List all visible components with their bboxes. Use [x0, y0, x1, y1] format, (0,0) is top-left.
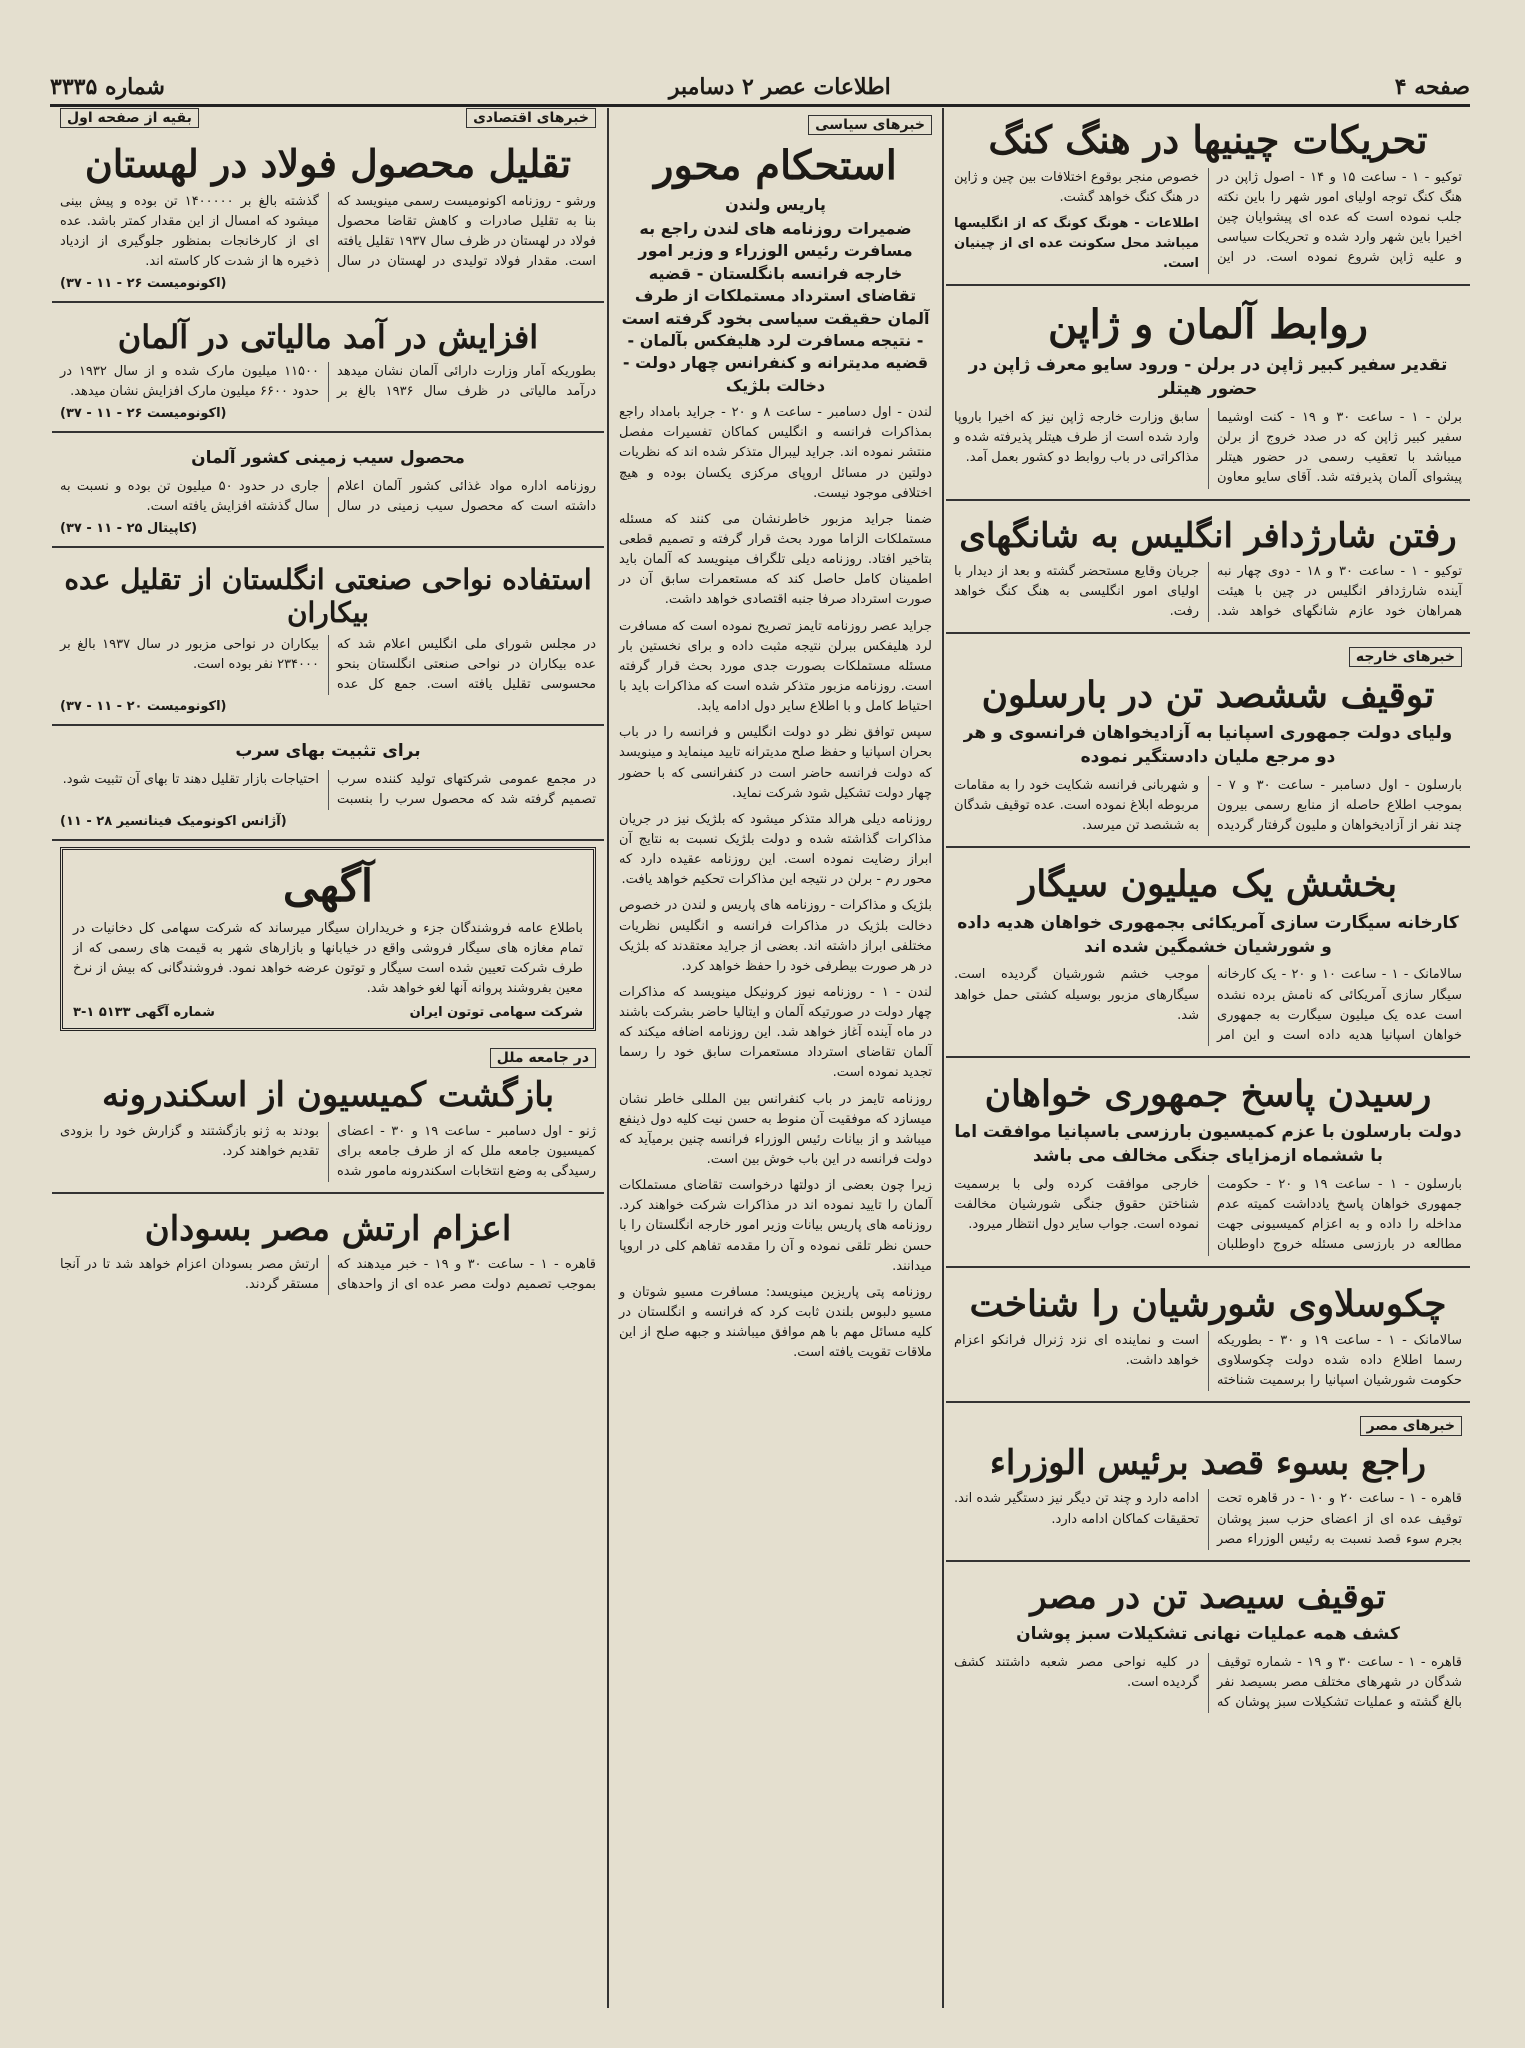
article-body: سالامانک - ۱ - ساعت ۱۰ و ۲۰ - یک کارخانه سیگار سازی آمریکائی که نامش برده نشده است عده یک میلیون سیگارت به جمهوری خواهان اسپانیا هدیه داده است و این امر موجب خشم شورشیان گردیده است. سیگارهای مزبور بوسیله کشتی حمل خواهد شد.	[954, 967, 1463, 1043]
headline: راجع بسوء قصد برئیس الوزراء	[989, 1443, 1427, 1484]
section-kicker: خبرهای اقتصادی	[466, 108, 596, 128]
headline: توقیف سیصد تن در مصر	[1030, 1576, 1386, 1617]
ad-body: باطلاع عامه فروشندگان جزء و خریداران سیگار میرساند که شرکت سهامی کل دخانیات در تمام مغازه های سیگار فروشی واقع در خیابانها و بازارهای شهر به قیمت های رسمی که از طرف شرکت تعیین شده است سیگار و توتون عرضه خواهد نمود. فروشندگانی که بیش از نرخ معین بفروشند پروانه آنها لغو خواهد شد.	[73, 920, 583, 997]
headline: روابط آلمان و ژاپن	[1048, 301, 1368, 349]
section-bar	[60, 108, 596, 132]
dateline: پاریس ولندن	[725, 195, 826, 214]
headline: رفتن شارژدافر انگلیس به شانگهای	[959, 515, 1457, 556]
article-body: قاهره - ۱ - ساعت ۳۰ و ۱۹ - شماره توقیف شدگان در شهرهای مختلف مصر بسیصد نفر بالغ گشته و عملیات تشکیلات سبز پوشان که در کلیه نواحی مصر شعبه داشتند کشف گردیده است.	[954, 1654, 1462, 1711]
article-body: لندن - اول دسامبر - ساعت ۸ و ۲۰ - جراید بامداد راجع بمذاکرات فرانسه و انگلیس کماکان تفسیرات مفصل منتشر نموده اند. جراید لیبرال متذکر شده اند که نظریات دولتین در مسائل اروپای مرکزی یکسان بوده و هیچ اختلافی موجود نیست. ضمنا جراید مزبور خاطرنشان می کنند که مسئله مستملکات الزاما مورد بحث قرار گرفته و تصمیم قطعی بتاخیر افتاد. روزنامه دیلی تلگراف مینویسد که آلمان باید اطمینان کامل حاصل کند که مستعمرات سابق آن در صورت استرداد صرفا جنبه اقتصادی خواهد داشت. جراید عصر روزنامه تایمز تصریح نموده است که مسافرت لرد هلیفکس ببرلن نتیجه مثبت داده و برای نخستین بار مسئله مستملکات بصورت جدی مورد بحث قرار گرفته است. روزنامه مزبور متذکر شده است که مذاکرات باید با احتیاط کامل و با اطلاع سایر دول ادامه یابد. سپس توافق نظر دو دولت انگلیس و فرانسه را در باب بحران اسپانیا و حفظ صلح مدیترانه تایید مینماید و مینویسد که دولت فرانسه حاضر است در کنفرانسی که با حضور چهار دولت تشکیل شود شرکت نماید. روزنامه دیلی هرالد متذکر میشود که بلژیک نیز در جریان مذاکرات گذاشته شده و دولت بلژیک نسبت به نتایج آن ابراز رضایت نموده است. این روزنامه عقیده دارد که محور رم - برلن در نتیجه این مذاکرات تحکیم خواهد یافت. بلژیک و مذاکرات - روزنامه های پاریس و لندن در خصوص دخالت بلژیک در مذاکرات فرانسه و انگلیس نظریات مختلفی ابراز داشته اند. بعضی از جراید معتقدند که بلژیک در هر صورت بیطرفی خود را حفظ خواهد کرد. لندن - ۱ - روزنامه نیوز کرونیکل مینویسد که مذاکرات چهار دولت در صورتیکه آلمان و ایتالیا حاضر بشرکت باشند در ماه آینده آغاز خواهد شد. این روزنامه اضافه میکند که آلمان تقاضای استرداد مستعمرات سابق خود را رسما تجدید نموده است. روزنامه تایمز در باب کنفرانس بین المللی خاطر نشان میسازد که موفقیت آن منوط به حسن نیت کلیه دول ذینفع میباشد و از بیانات رئیس الوزراء فرانسه چنین برمیآید که دولت فرانسه در این باب خوش بین است. زیرا چون بعضی از دولتها درخواست تقاضای مستملکات آلمان را تایید نموده اند در مذاکرات شرکت خواهند کرد. روزنامه های پاریس بیانات وزیر امور خارجه انگلستان را با حسن نظر تلقی نموده و آن را مقدمه تفاهم کلی در اروپا میدانند. روزنامه پتی پاریزین مینویسد: مسافرت مسیو شوتان و مسیو دلبوس بلندن ثابت کرد که فرانسه و انگلستان در کلیه مسائل مهم با هم موافق میباشند و جبهه صلح از این ملاقات تقویت یافته است.	[619, 405, 933, 1361]
article-body: قاهره - ۱ - ساعت ۲۰ و ۱۰ - در قاهره تحت توقیف عده ای از اعضای حزب سبز پوشان بجرم سوء قصد نسبت به رئیس الوزراء مصر ادامه دارد و چند تن دیگر نیز دستگیر شده اند. تحقیقات کماکان ادامه دارد.	[954, 1491, 1463, 1547]
subheadline: تقدیر سفیر کبیر ژاپن در برلن - ورود سایو معرف ژاپن در حضور هیتلر	[968, 355, 1448, 400]
issue-number: شماره ۳۳۳۵	[50, 74, 165, 100]
source: (اکونومیست ۲۰ - ۱۱ - ۳۷)	[60, 699, 227, 715]
article-barcelona	[946, 640, 1470, 848]
article-uk-charge	[946, 507, 1470, 635]
article-body: ورشو - روزنامه اکونومیست رسمی مینویسد که بنا به تقلیل صادرات و کاهش تقاضا محصول فولاد در لهستان در ظرف سال ۱۹۳۷ تقلیل یافته است. مقدار فولاد تولیدی در لهستان در سال گذشته بالغ بر ۱۴۰۰۰۰۰ تن بوده و پیش بینی میشود که امسال از این مقدار کمتر باشد. عده ای از کارخانجات بمنظور جلوگیری از ازدیاد ذخیره ها از شدت کار کاسته اند.	[60, 193, 596, 270]
headline: تقلیل محصول فولاد در لهستان	[84, 141, 572, 186]
article-body: بارسلون - ۱ - ساعت ۱۹ و ۲۰ - حکومت جمهوری خواهان پاسخ یادداشت کمیته عدم مداخله را داده و به اعزام کمیسیونی جهت مطالعه در بارزسی مسئله خروج داوطلبان خارجی موافقت کرده ولی با برسمیت شناختن حقوق جنگی شورشیان مخالفت نموده است. جواب سایر دول انتظار میرود.	[954, 1177, 1462, 1253]
article-body: قاهره - ۱ - ساعت ۳۰ و ۱۹ - خبر میدهند که بموجب تصمیم دولت مصر عده ای از واحدهای ارتش مصر بسودان اعزام خواهد شد تا در آنجا مستقر گردند.	[60, 1257, 596, 1293]
article-egypt-arrests	[946, 1568, 1470, 1723]
article-body: بارسلون - اول دسامبر - ساعت ۳۰ و ۷ - بموجب اطلاع حاصله از منابع رسمی بیرون چند نفر از آزادیخواهان و ملیون گرفتار گردیده و شهربانی فرانسه شکایت خود را به مقامات مربوطه ابلاغ نموده است. عده توقیف شدگان به ششصد تن میرسد.	[954, 778, 1463, 834]
article-axis	[611, 108, 940, 1379]
article-poland-steel	[52, 132, 604, 303]
source: (آژانس اکونومیک فینانسیر ۲۸ - ۱۱)	[60, 814, 287, 830]
ad-title: آگهی	[282, 861, 374, 913]
source: (کاپیتال ۲۵ - ۱۱ - ۳۷)	[60, 521, 198, 537]
headline: بخشش یک میلیون سیگار	[1018, 863, 1398, 906]
headline: رسیدن پاسخ جمهوری خواهان	[984, 1073, 1432, 1116]
continued-label: بقیه از صفحه اول	[60, 108, 199, 128]
headline: تحریکات چینیها در هنگ کنگ	[988, 117, 1428, 162]
article-body: ژنو - اول دسامبر - ساعت ۱۹ و ۳۰ - اعضای کمیسیون جامعه ملل که از طرف جامعه برای رسیدگی به وضع انتخابات اسکندرونه مامور شده بودند به ژنو بازگشتند و گزارش خود را بزودی تقدیم خواهند کرد.	[60, 1123, 596, 1179]
ad-footer	[73, 1005, 583, 1020]
advertisement	[60, 847, 596, 1031]
article-body: در مجلس شورای ملی انگلیس اعلام شد که عده بیکاران در نواحی صنعتی انگلستان بنحو محسوسی تقلیل یافته است. جمع کل عده بیکاران در نواحی مزبور در سال ۱۹۳۷ بالغ بر ۲۳۴۰۰۰ نفر بوده است.	[60, 636, 596, 693]
left-column	[52, 108, 604, 2008]
article-body: بطوریکه آمار وزارت دارائی آلمان نشان میدهد درآمد مالیاتی در ظرف سال ۱۹۳۶ بالغ بر ۱۱۵۰۰ میلیون مارک شده و از سال ۱۹۳۲ در حدود ۶۶۰۰ میلیون مارک افزایش نشان میدهد.	[60, 364, 596, 400]
headline: افزایش در آمد مالیاتی در آلمان	[117, 318, 539, 357]
article-czech	[946, 1274, 1470, 1404]
subheadline: ولیای دولت جمهوری اسپانیا به آزادیخواهان فرانسوی و هر دو مرجع ملیان دادستگیر نموده	[963, 723, 1453, 768]
page-label: صفحه ۴	[1394, 74, 1470, 100]
article-body: توکیو - ۱ - ساعت ۱۵ و ۱۴ - اصول ژاپن در هنگ کنگ توجه اولیای امور شهر را باین نکته جلب نموده است که عده ای پیشوایان چین اخیرا باین شهر وارد شده و تحریکات سیاسی و علیه ژاپن شروع نموده است. در این خصوص منجر بوقوع اختلافات بین چین و ژاپن در هنگ کنگ خواهد گشت. اطلاعات - هونگ کونگ که از انگلیسها میباشد محل سکونت عده ای از چینیان است.	[954, 169, 1462, 272]
article-egypt-army	[52, 1200, 604, 1305]
middle-column	[611, 108, 940, 2008]
headline: استحکام محور	[654, 142, 897, 189]
column-rule	[607, 108, 609, 2008]
right-column	[946, 108, 1470, 2008]
subheadline: برای تثبیت بهای سرب	[235, 741, 421, 762]
subheadline: محصول سیب زمینی کشور آلمان	[191, 448, 465, 469]
article-potato	[52, 439, 604, 548]
article-germany-tax	[52, 309, 604, 433]
section-kicker: در جامعه ملل	[490, 1048, 596, 1068]
article-republican-reply	[946, 1064, 1470, 1268]
article-body: سالامانک - ۱ - ساعت ۱۹ و ۳۰ - بطوریکه رسما اطلاع داده شده دولت چکوسلاوی حکومت شورشیان اسپانیا را برسمیت شناخته است و نماینده ای نزد ژنرال فرانکو اعزام خواهد داشت.	[954, 1332, 1463, 1389]
article-lead-price	[52, 732, 604, 841]
ad-number: شماره آگهی ۵۱۳۳ ۱-۳	[73, 1005, 215, 1021]
paper-name: اطلاعات عصر ۲ دسامبر	[668, 74, 891, 100]
column-rule	[942, 108, 944, 2008]
article-egypt-pm	[946, 1409, 1470, 1562]
subheadline: کشف همه عملیات نهانی تشکیلات سبز پوشان	[1016, 1623, 1400, 1644]
article-cigarettes	[946, 854, 1470, 1058]
article-body: در مجمع عمومی شرکتهای تولید کننده سرب تصمیم گرفته شد که محصول سرب را بنسبت احتیاجات بازار تقلیل دهند تا بهای آن تثبیت شود.	[62, 772, 596, 808]
article-hongkong	[946, 108, 1470, 286]
headline: چکوسلاوی شورشیان را شناخت	[969, 1282, 1447, 1325]
section-kicker: خبرهای خارجه	[1349, 647, 1462, 667]
source: (اکونومیست ۲۶ - ۱۱ - ۳۷)	[60, 406, 227, 422]
ad-signature: شرکت سهامی توتون ایران	[409, 1005, 583, 1021]
section-kicker: خبرهای سیاسی	[808, 115, 932, 135]
headline: بازگشت کمیسیون از اسکندرونه	[101, 1075, 555, 1116]
article-body: توکیو - ۱ - ساعت ۳۰ و ۱۸ - دوی چهار نبه آینده شارژدافر انگلیس در چین با هیئت همراهان خود عازم شانگهای خواهد شد. جریان وقایع مستحضر گشته و بعد از دیدار با اولیای امور انگلیسی به هنگ کنگ خواهد رفت.	[954, 563, 1462, 619]
article-body: برلن - ۱ - ساعت ۳۰ و ۱۹ - کنت اوشیما سفیر کبیر ژاپن که در صدد خروج از برلن میباشد با تعقیب رسمی در حضور هیتلر پیشوای آلمان پذیرفته شد. آقای سایو معاون سابق وزارت خارجه ژاپن نیز که اخیرا باروپا وارد شده است از طرف هیتلر پذیرفته شده و مذاکراتی در باب روابط دو کشور بعمل آمد.	[954, 409, 1462, 486]
headline: اعزام ارتش مصر بسودان	[144, 1208, 512, 1249]
section-kicker: خبرهای مصر	[1360, 1416, 1462, 1436]
source: (اکونومیست ۲۶ - ۱۱ - ۳۷)	[60, 276, 227, 292]
article-alexandretta	[52, 1041, 604, 1194]
masthead	[50, 70, 1470, 107]
headline: استفاده نواحی صنعتی انگلستان از تقلیل عده بیکاران	[64, 563, 592, 629]
article-uk-unemployment	[52, 554, 604, 726]
article-germany-japan	[946, 292, 1470, 500]
subheadline: کارخانه سیگارت سازی آمریکائی بجمهوری خواهان هدیه داده و شورشیان خشمگین شده اند	[957, 912, 1459, 957]
article-body: روزنامه اداره مواد غذائی کشور آلمان اعلام داشته است که محصول سیب زمینی در سال جاری در حدود ۵۰ میلیون تن بوده و نسبت به سال گذشته افزایش یافته است.	[60, 479, 596, 515]
subheadline: ضمیرات روزنامه های لندن راجع به مسافرت رئیس الوزراء و وزیر امور خارجه فرانسه بانگلستان - قضیه تقاضای استرداد مستملکات از طرف آلمان حقیقت سیاسی بخود گرفته است - نتیجه مسافرت لرد هلیفکس بآلمان - قضیه مدیترانه و کنفرانس چهار دولت - دخالت بلژیک	[621, 219, 930, 395]
subheadline: دولت بارسلون با عزم کمیسیون بارزسی باسپانیا موافقت اما با ششماه ازمزایای جنگی مخالف می باشد	[954, 1122, 1462, 1167]
headline: توقیف ششصد تن در بارسلون	[981, 674, 1435, 717]
